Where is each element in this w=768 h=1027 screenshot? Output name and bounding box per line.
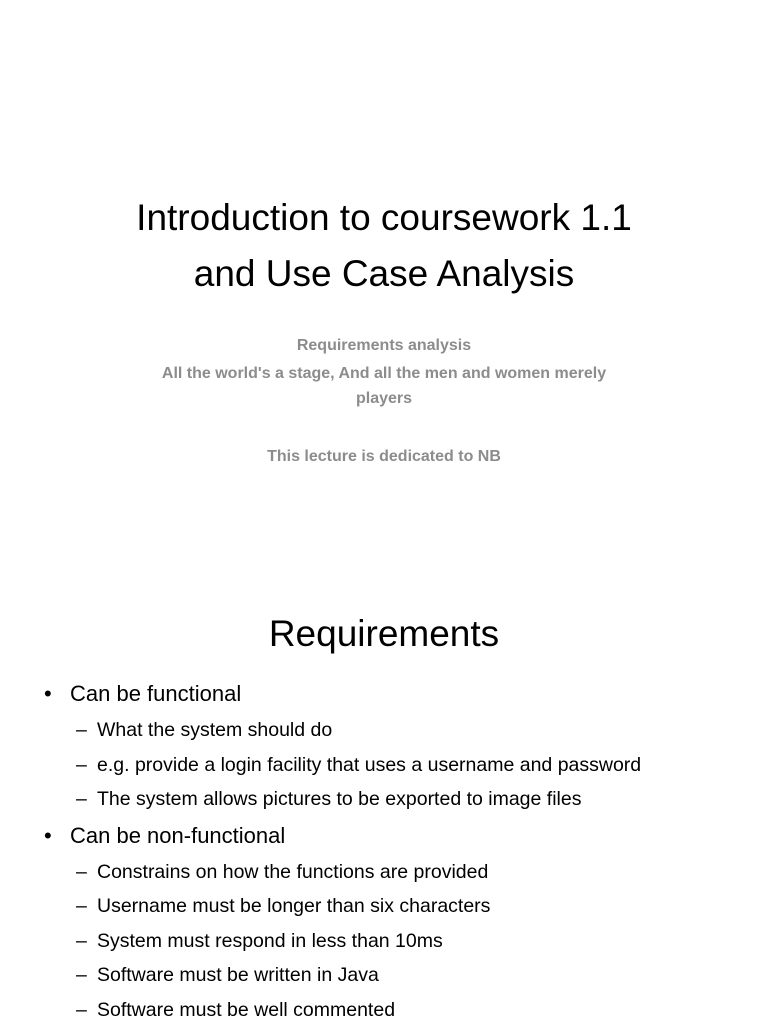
- sub-bullet: [44, 713, 764, 748]
- slide-title-line-1: Introduction to coursework 1.1: [0, 190, 768, 246]
- sub-bullet-text: Software must be written in Java: [97, 964, 379, 986]
- bullet-label: Can be non-functional: [70, 823, 285, 848]
- quote-line-1: All the world's a stage, And all the men and women merely: [100, 361, 668, 386]
- dash-icon: –: [76, 993, 87, 1027]
- sub-bullet: [44, 855, 764, 890]
- bullet-functional: [44, 675, 764, 713]
- sub-bullet: [44, 889, 764, 924]
- requirements-title: Requirements: [0, 606, 768, 662]
- dash-icon: –: [76, 713, 87, 748]
- sub-bullet: [44, 993, 764, 1027]
- sub-bullet-text: Username must be longer than six characters: [97, 895, 490, 917]
- sub-bullet-text: The system allows pictures to be exported to image files: [97, 788, 581, 810]
- bullet-list: [44, 675, 764, 1027]
- slide-subtitle: [100, 333, 668, 470]
- dash-icon: –: [76, 782, 87, 817]
- sub-bullet-text: System must respond in less than 10ms: [97, 930, 443, 952]
- dash-icon: –: [76, 924, 87, 959]
- dash-icon: –: [76, 855, 87, 890]
- sub-bullet-text: e.g. provide a login facility that uses a username and password: [97, 754, 641, 776]
- requirements-slide: [0, 576, 768, 1024]
- sub-bullet-text: Constrains on how the functions are provided: [97, 861, 488, 883]
- dash-icon: –: [76, 889, 87, 924]
- dash-icon: –: [76, 748, 87, 783]
- subtitle-text: Requirements analysis: [100, 333, 668, 359]
- slide-title-line-2: and Use Case Analysis: [0, 246, 768, 302]
- dash-icon: –: [76, 958, 87, 993]
- bullet-label: Can be functional: [70, 681, 241, 706]
- sub-bullet: [44, 748, 764, 783]
- sub-bullet: [44, 924, 764, 959]
- bullet-non-functional: [44, 817, 764, 855]
- sub-bullet: [44, 958, 764, 993]
- bullet-icon: •: [44, 675, 52, 713]
- dedication-text: This lecture is dedicated to NB: [100, 444, 668, 470]
- sub-bullet-text: What the system should do: [97, 719, 332, 741]
- slide-title: [0, 190, 768, 302]
- quote-line-2: players: [100, 386, 668, 412]
- sub-bullet-text: Software must be well commented: [97, 999, 395, 1021]
- sub-bullet: [44, 782, 764, 817]
- bullet-icon: •: [44, 817, 52, 855]
